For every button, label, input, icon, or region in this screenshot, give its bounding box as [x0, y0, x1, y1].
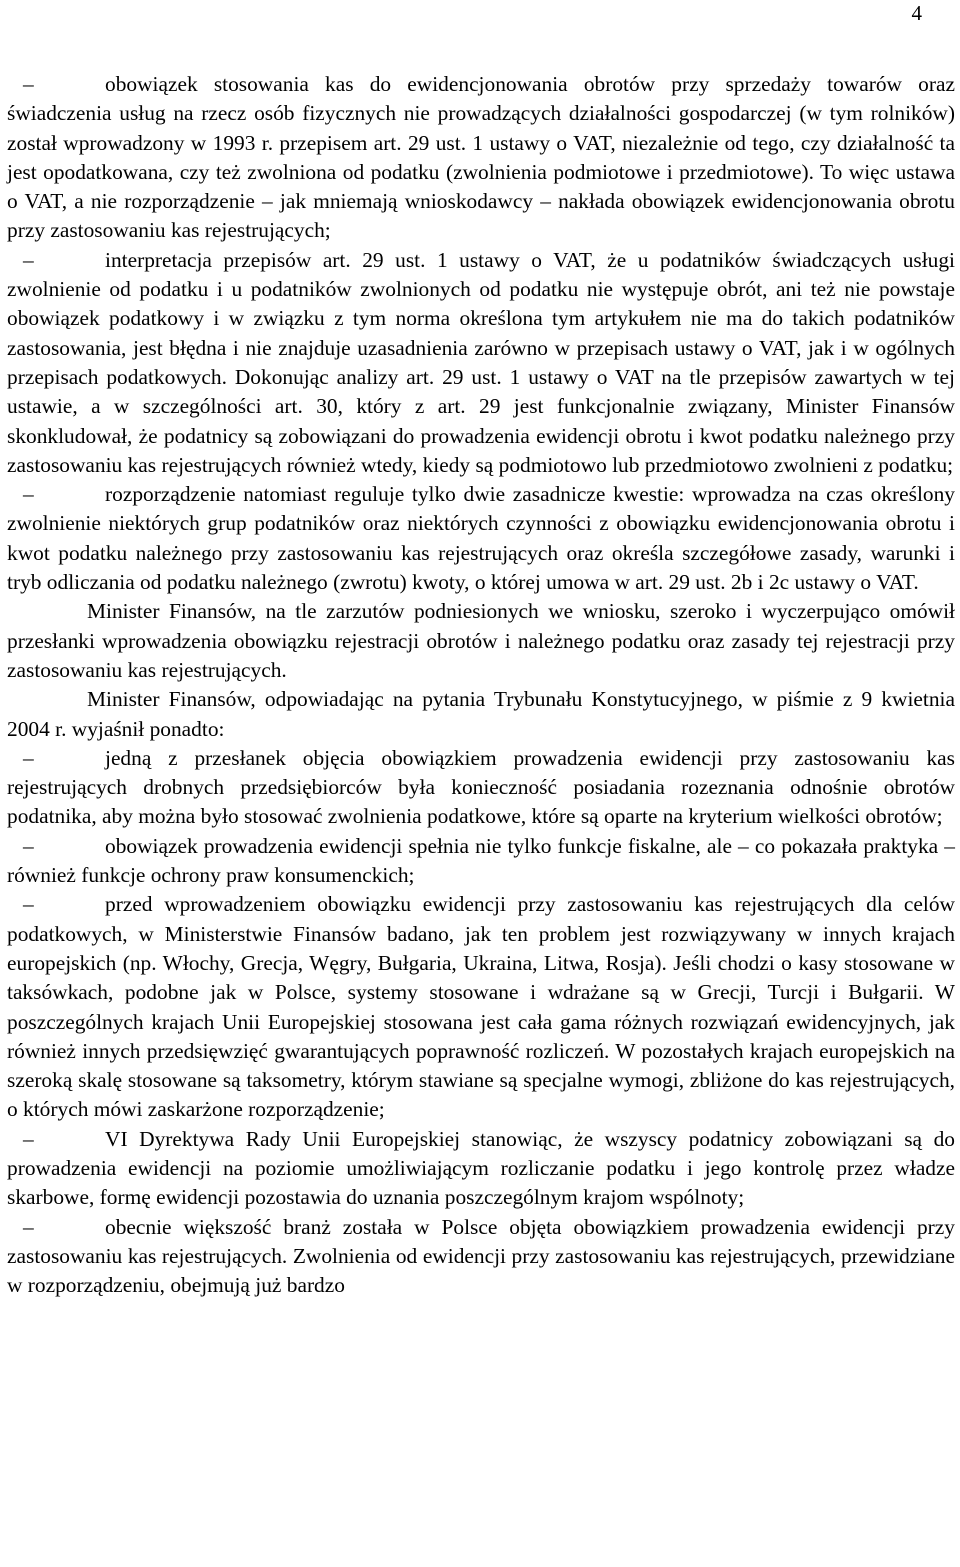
dash-bullet: – [23, 72, 34, 96]
list-item-text: interpretacja przepisów art. 29 ust. 1 ustawy o VAT, że u podatników świadczących usługi zwolnienie od podatku i u podatników zwolnionych od podatku nie występuje obrót, ani też nie powstaje obowiązek podatkowy i w związku z tym norma określona tym artykułem nie ma do takich podatników zastosowania, jest błędna i nie znajduje uzasadnienia zarówno w przepisach ustawy o VAT, jak i w ogólnych przepisach podatkowych. Dokonując analizy art. 29 ust. 1 ustawy o VAT na tle przepisów zawartych w tej ustawie, a w szczególności art. 30, który z art. 29 jest funkcjonalnie związany, Minister Finansów skonkludował, że podatnicy są zobowiązani do prowadzenia ewidencji obrotu i kwot podatku należnego przy zastosowaniu kas rejestrujących również wtedy, kiedy są podmiotowo lub przedmiotowo zwolnieni z podatku; [7, 247, 955, 477]
dash-bullet: – [23, 247, 34, 272]
list-item [7, 480, 955, 597]
dash-bullet: – [23, 892, 34, 917]
dash-bullet: – [23, 1214, 34, 1239]
dash-bullet: – [23, 833, 34, 858]
list-item-text: rozporządzenie natomiast reguluje tylko dwie zasadnicze kwestie: wprowadza na czas określony zwolnienie niektórych grup podatników oraz niektórych czynności z obowiązku ewidencjonowania obrotu i kwot podatku należnego przy zastosowaniu kas rejestrujących oraz określa szczegółowe zasady, warunki i tryb odliczania od podatku należnego (zwrotu) kwoty, o której umowa w art. 29 ust. 2b i 2c ustawy o VAT. [7, 482, 955, 595]
document-body [7, 70, 955, 1300]
list-item-text: obowiązek prowadzenia ewidencji spełnia nie tylko funkcje fiskalne, ale – co pokazała praktyka – również funkcje ochrony praw konsumenckich; [7, 833, 955, 888]
list-item-text: obowiązek stosowania kas do ewidencjonowania obrotów przy sprzedaży towarów oraz świadczenia usług na rzecz osób fizycznych nie prowadzących działalności gospodarczej (w tym rolników) został wprowadzony w 1993 r. przepisem art. 29 ust. 1 ustawy o VAT, niezależnie od tego, czy działalność ta jest opodatkowana, czy też zwolniona od podatku (zwolnienia podmiotowe i przedmiotowe). To więc ustawa o VAT, a nie rozporządzenie – jak mniemają wnioskodawcy – nakłada obowiązek ewidencjonowania obrotu przy zastosowaniu kas rejestrujących; [7, 72, 955, 243]
list-item-text: obecnie większość branż została w Polsce objęta obowiązkiem prowadzenia ewidencji przy zastosowaniu kas rejestrujących. Zwolnienia od ewidencji przy zastosowaniu kas rejestrujących, przewidziane w rozporządzeniu, obejmują już bardzo [7, 1214, 955, 1298]
list-item [7, 744, 955, 832]
list-item-text: przed wprowadzeniem obowiązku ewidencji przy zastosowaniu kas rejestrujących dla celów podatkowych, w Ministerstwie Finansów badano, jak ten problem jest rozwiązywany w innych krajach europejskich (np. Włochy, Grecja, Węgry, Bułgaria, Ukraina, Litwa, Rosja). Jeśli chodzi o kasy stosowane w taksówkach, podobne jak w Polsce, systemy stosowane i wdrażane są w Grecji, Turcji i Bułgarii. W poszczególnych krajach Unii Europejskiej stosowana jest cała gama różnych rozwiązań ewidencyjnych, jak również innych przedsięwzięć gwarantujących poprawność rozliczeń. W pozostałych krajach europejskich na szeroką skalę stosowane są taksometry, którym stawiane są specjalne wymogi, zbliżone do kas rejestrujących, o których mówi zaskarżone rozporządzenie; [7, 892, 955, 1122]
paragraph: Minister Finansów, na tle zarzutów podniesionych we wniosku, szeroko i wyczerpująco omówił przesłanki wprowadzenia obowiązku rejestracji obrotów i należnego podatku oraz zasady tej rejestracji przy zastosowaniu kas rejestrujących. [7, 599, 955, 682]
list-item [7, 890, 955, 1124]
page-number: 4 [911, 1, 922, 25]
list-item-text: jedną z przesłanek objęcia obowiązkiem prowadzenia ewidencji przy zastosowaniu kas rejestrujących drobnych przedsiębiorców była konieczność posiadania rozeznania odnośnie obrotów podatnika, aby można było stosować zwolnienia podatkowe, które są oparte na kryterium wielkości obrotów; [7, 745, 955, 829]
dash-bullet: – [23, 1126, 34, 1151]
list-item-text: VI Dyrektywa Rady Unii Europejskiej stanowiąc, że wszyscy podatnicy zobowiązani są do prowadzenia ewidencji na poziomie umożliwiającym rozliczanie podatku i jego kontrolę przez władze skarbowe, formę ewidencji pozostawia do uznania poszczególnym krajom wspólnoty; [7, 1126, 955, 1210]
list-item [7, 70, 955, 246]
paragraph: Minister Finansów, odpowiadając na pytania Trybunału Konstytucyjnego, w piśmie z 9 kwietnia 2004 r. wyjaśnił ponadto: [7, 687, 955, 741]
dash-bullet: – [23, 745, 34, 770]
list-item [7, 1125, 955, 1213]
list-item [7, 1213, 955, 1301]
list-item [7, 246, 955, 480]
dash-bullet: – [23, 482, 34, 507]
list-item [7, 832, 955, 891]
